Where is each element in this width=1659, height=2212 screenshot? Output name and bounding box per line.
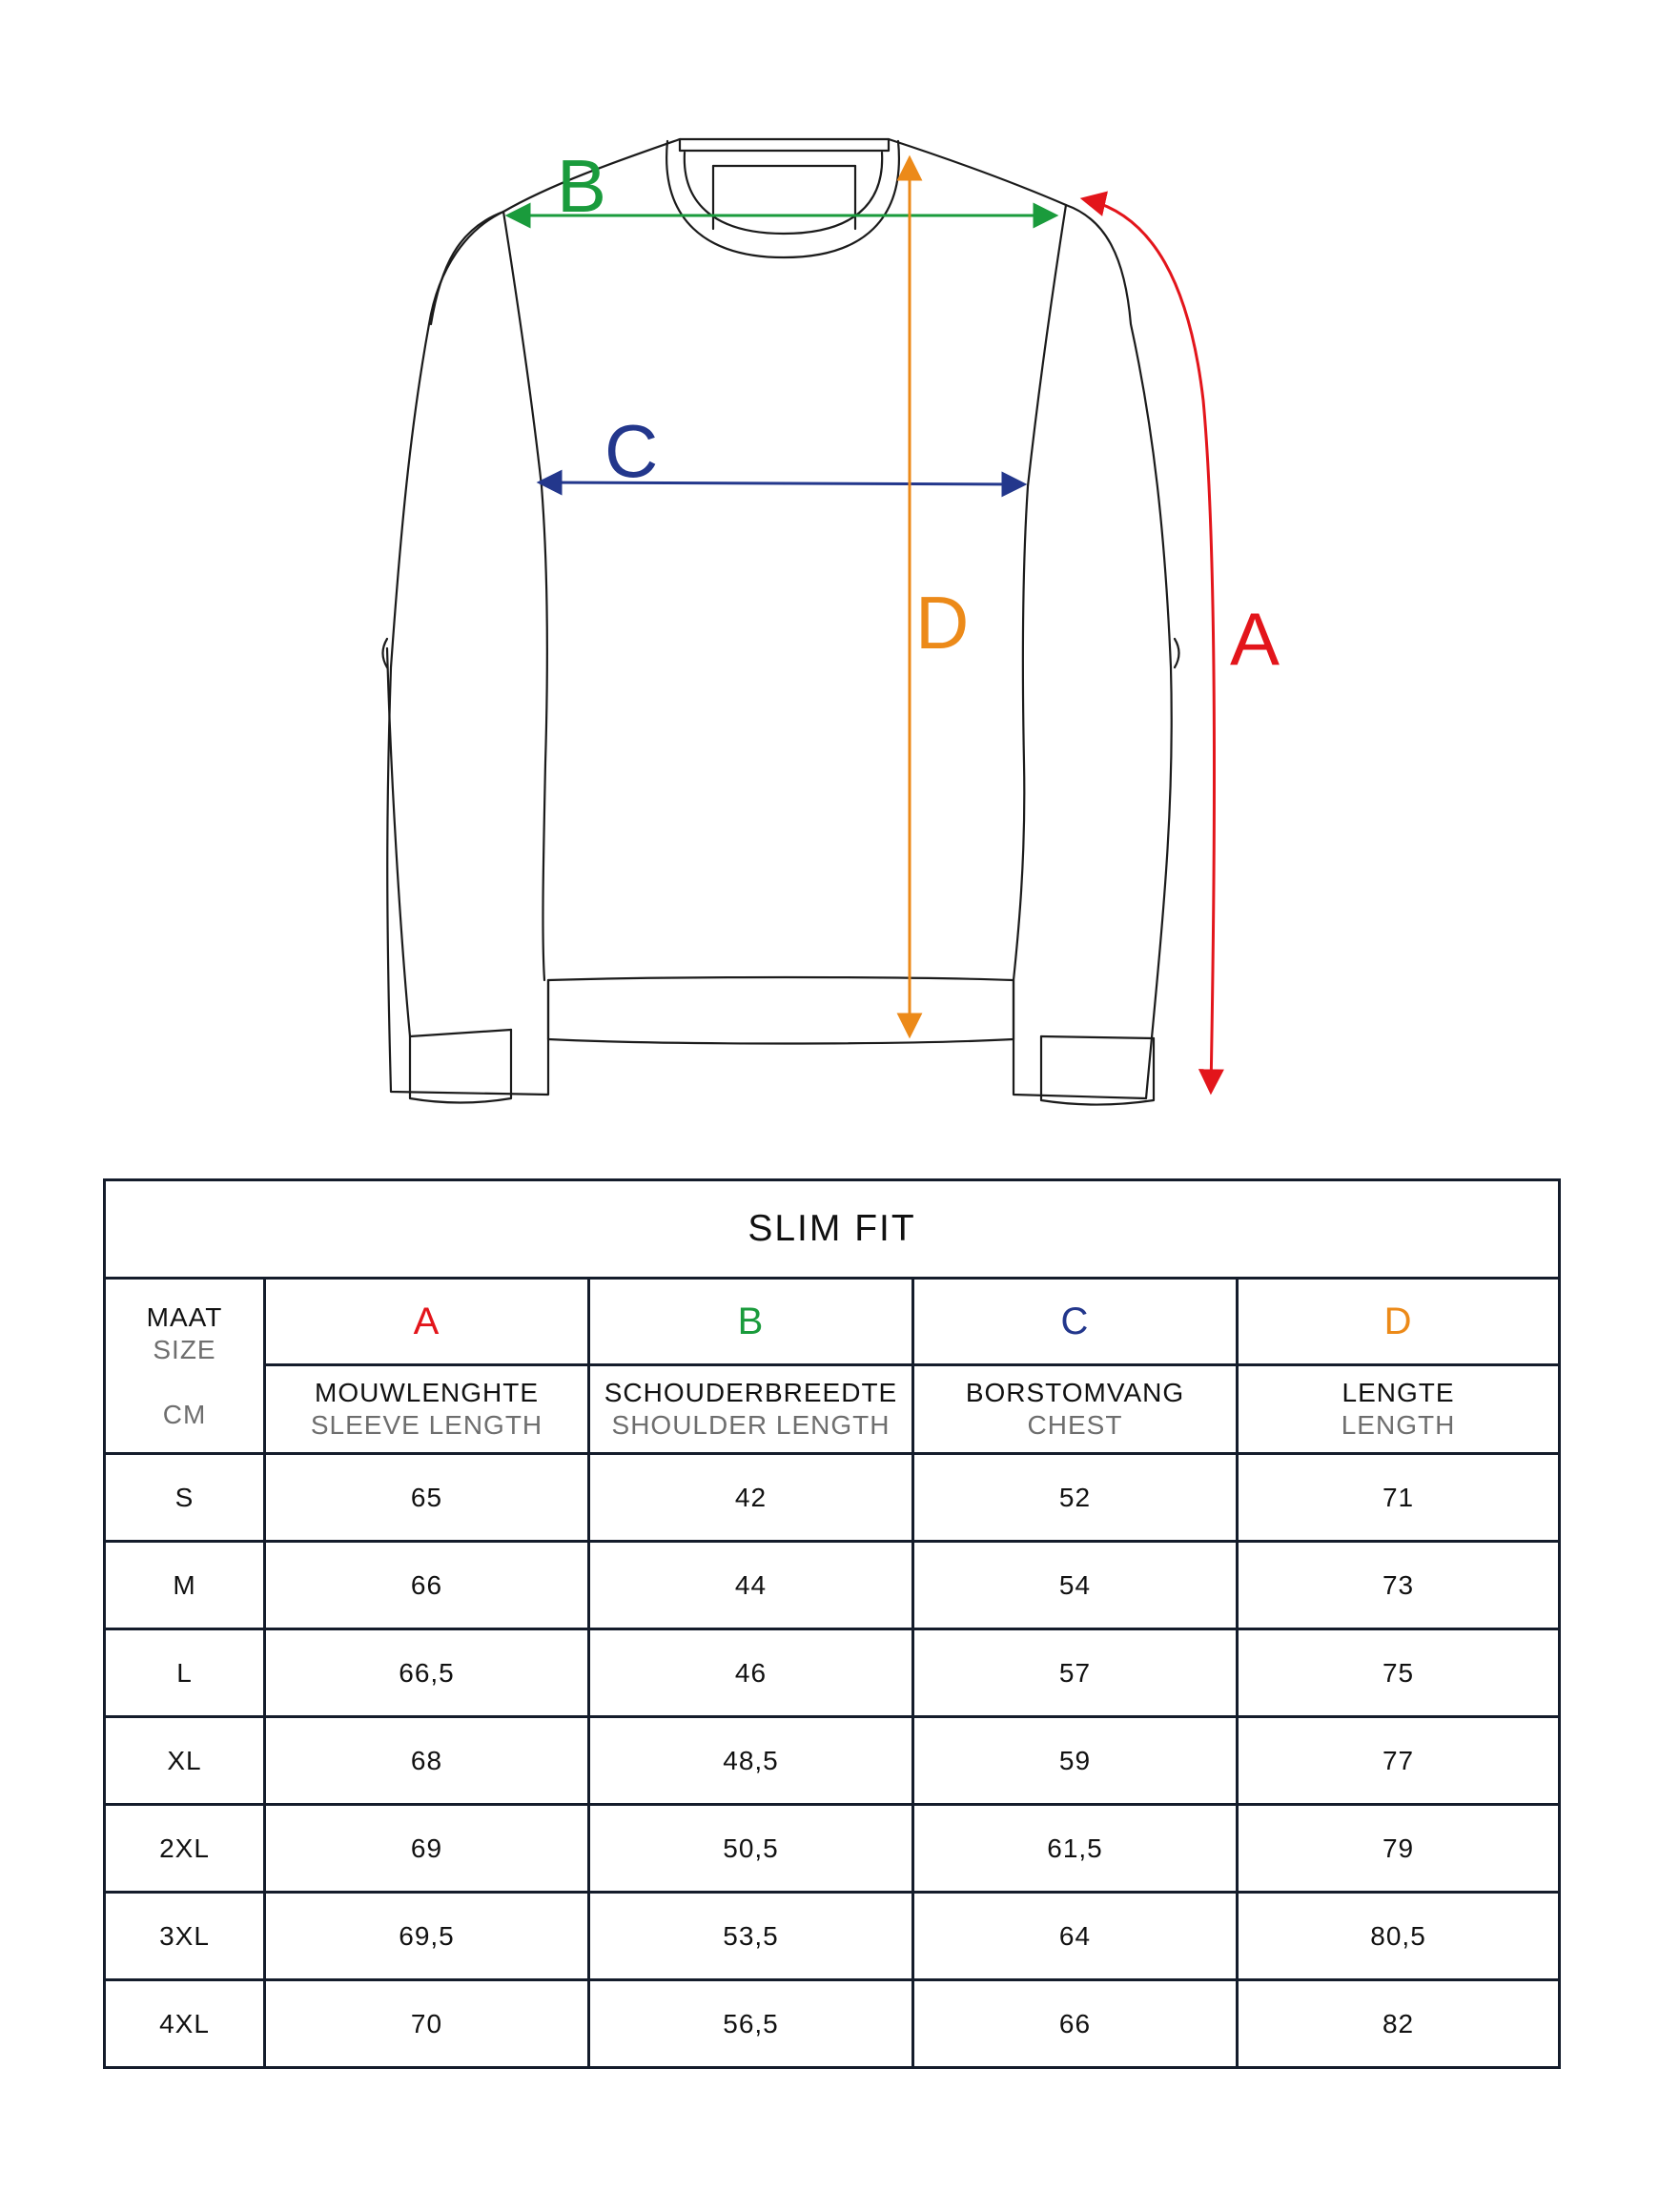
table-row xyxy=(105,1893,1560,1980)
size-cell: M xyxy=(105,1542,265,1629)
value-cell: 79 xyxy=(1238,1805,1560,1893)
value-cell: 66 xyxy=(913,1980,1238,2068)
value-cell: 77 xyxy=(1238,1717,1560,1805)
label-a: A xyxy=(1230,597,1280,681)
column-letter-b: B xyxy=(589,1279,913,1365)
value-cell: 48,5 xyxy=(589,1717,913,1805)
value-cell: 65 xyxy=(265,1454,589,1542)
value-cell: 46 xyxy=(589,1629,913,1717)
size-cell: S xyxy=(105,1454,265,1542)
value-cell: 57 xyxy=(913,1629,1238,1717)
size-header-unit: CM xyxy=(162,1399,207,1429)
value-cell: 56,5 xyxy=(589,1980,913,2068)
table-row xyxy=(105,1542,1560,1629)
value-cell: 73 xyxy=(1238,1542,1560,1629)
column-name-b xyxy=(589,1365,913,1454)
value-cell: 66 xyxy=(265,1542,589,1629)
value-cell: 42 xyxy=(589,1454,913,1542)
value-cell: 71 xyxy=(1238,1454,1560,1542)
value-cell: 80,5 xyxy=(1238,1893,1560,1980)
table-row xyxy=(105,1805,1560,1893)
size-header-en: SIZE xyxy=(153,1334,216,1364)
column-name-nl: MOUWLENGHTE xyxy=(315,1378,539,1407)
table-row xyxy=(105,1629,1560,1717)
value-cell: 61,5 xyxy=(913,1805,1238,1893)
value-cell: 53,5 xyxy=(589,1893,913,1980)
table-row xyxy=(105,1717,1560,1805)
column-name-en: CHEST xyxy=(1027,1410,1123,1440)
value-cell: 59 xyxy=(913,1717,1238,1805)
value-cell: 66,5 xyxy=(265,1629,589,1717)
label-b: B xyxy=(557,144,607,228)
column-name-nl: LENGTE xyxy=(1342,1378,1455,1407)
column-letter-c: C xyxy=(913,1279,1238,1365)
sweater-outline xyxy=(383,139,1179,1105)
size-cell: L xyxy=(105,1629,265,1717)
size-cell: 3XL xyxy=(105,1893,265,1980)
value-cell: 64 xyxy=(913,1893,1238,1980)
table-row xyxy=(105,1454,1560,1542)
label-c: C xyxy=(604,409,659,493)
size-table xyxy=(103,1178,1561,2069)
column-name-nl: SCHOUDERBREEDTE xyxy=(604,1378,898,1407)
column-name-nl: BORSTOMVANG xyxy=(965,1378,1185,1407)
value-cell: 69 xyxy=(265,1805,589,1893)
column-name-en: SLEEVE LENGTH xyxy=(310,1410,543,1440)
value-cell: 69,5 xyxy=(265,1893,589,1980)
arrow-a xyxy=(1085,199,1215,1090)
size-header-cell xyxy=(105,1279,265,1454)
value-cell: 75 xyxy=(1238,1629,1560,1717)
column-name-d xyxy=(1238,1365,1560,1454)
value-cell: 82 xyxy=(1238,1980,1560,2068)
size-cell: 2XL xyxy=(105,1805,265,1893)
value-cell: 52 xyxy=(913,1454,1238,1542)
column-letter-d: D xyxy=(1238,1279,1560,1365)
label-d: D xyxy=(915,581,970,665)
table-row xyxy=(105,1980,1560,2068)
value-cell: 68 xyxy=(265,1717,589,1805)
column-name-a xyxy=(265,1365,589,1454)
column-name-en: SHOULDER LENGTH xyxy=(611,1410,891,1440)
column-name-en: LENGTH xyxy=(1341,1410,1456,1440)
table-title: SLIM FIT xyxy=(105,1180,1560,1279)
value-cell: 44 xyxy=(589,1542,913,1629)
column-name-c xyxy=(913,1365,1238,1454)
column-letter-a: A xyxy=(265,1279,589,1365)
size-cell: XL xyxy=(105,1717,265,1805)
value-cell: 54 xyxy=(913,1542,1238,1629)
size-cell: 4XL xyxy=(105,1980,265,2068)
size-header-nl: MAAT xyxy=(146,1301,223,1332)
value-cell: 50,5 xyxy=(589,1805,913,1893)
value-cell: 70 xyxy=(265,1980,589,2068)
